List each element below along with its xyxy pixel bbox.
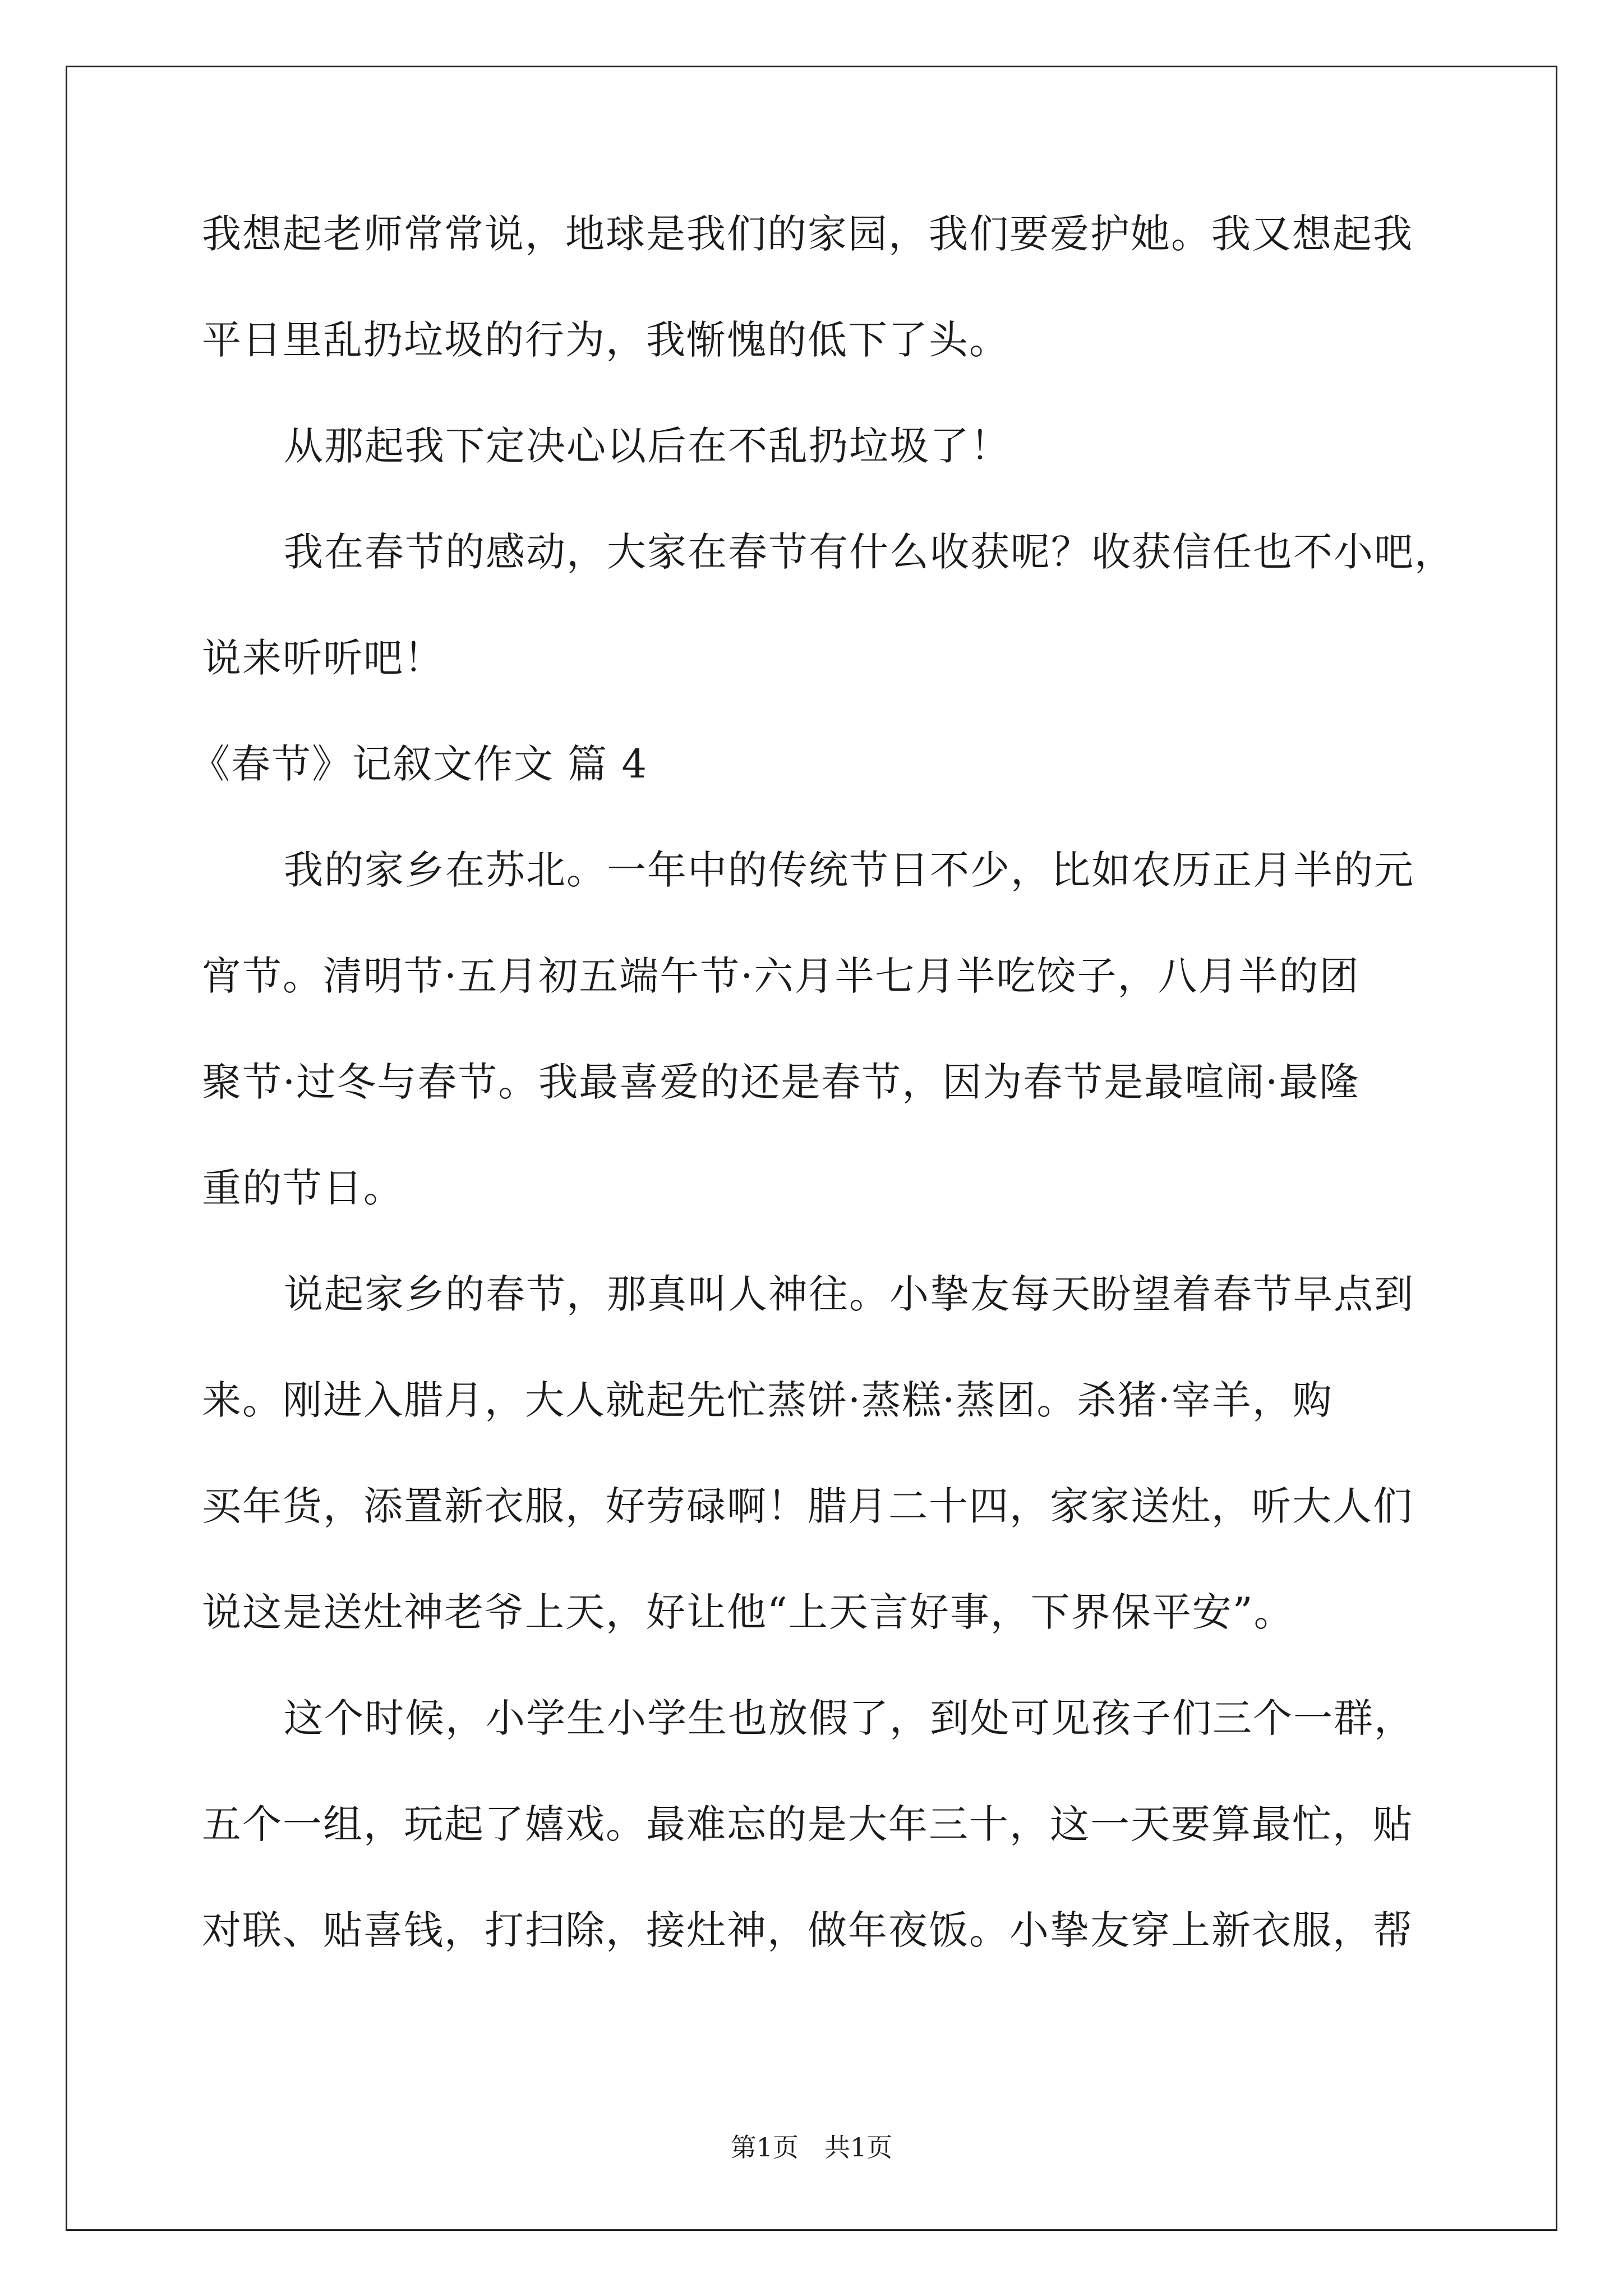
section-heading: 《春节》记叙文作文 篇 4	[191, 741, 648, 787]
paragraph-line: 我的家乡在苏北。一年中的传统节日不少，比如农历正月半的元	[284, 847, 1414, 893]
paragraph-line: 聚节·过冬与春节。我最喜爱的还是春节，因为春节是最喧闹·最隆	[202, 1059, 1360, 1105]
paragraph-line: 对联、贴喜钱，打扫除，接灶神，做年夜饭。小挚友穿上新衣服，帮	[202, 1907, 1413, 1953]
paragraph-line: 说来听听吧！	[202, 635, 444, 681]
paragraph-line: 平日里乱扔垃圾的行为，我惭愧的低下了头。	[202, 317, 1009, 363]
paragraph-line: 我想起老师常常说，地球是我们的家园，我们要爱护她。我又想起我	[202, 211, 1413, 257]
paragraph-line: 说这是送灶神老爷上天，好让他“上天言好事，下界保平安”。	[202, 1589, 1294, 1635]
paragraph-line: 买年货，添置新衣服，好劳碌啊！腊月二十四，家家送灶，听大人们	[202, 1483, 1413, 1529]
paragraph-line: 这个时候，小学生小学生也放假了，到处可见孩子们三个一群，	[284, 1695, 1414, 1741]
page-footer: 第1页 共1页	[730, 2132, 893, 2162]
paragraph-line: 宵节。清明节·五月初五端午节·六月半七月半吃饺子，八月半的团	[202, 953, 1360, 999]
paragraph-line: 我在春节的感动，大家在春节有什么收获呢？收获信任也不小吧，	[284, 529, 1455, 575]
paragraph-line: 重的节日。	[202, 1165, 404, 1211]
paragraph-line: 五个一组，玩起了嬉戏。最难忘的是大年三十，这一天要算最忙，贴	[202, 1801, 1413, 1847]
paragraph-line: 来。刚进入腊月，大人就起先忙蒸饼·蒸糕·蒸团。杀猪·宰羊，购	[202, 1377, 1333, 1423]
paragraph-line: 从那起我下定决心以后在不乱扔垃圾了！	[284, 423, 1011, 469]
paragraph-line: 说起家乡的春节，那真叫人神往。小挚友每天盼望着春节早点到	[284, 1271, 1414, 1317]
